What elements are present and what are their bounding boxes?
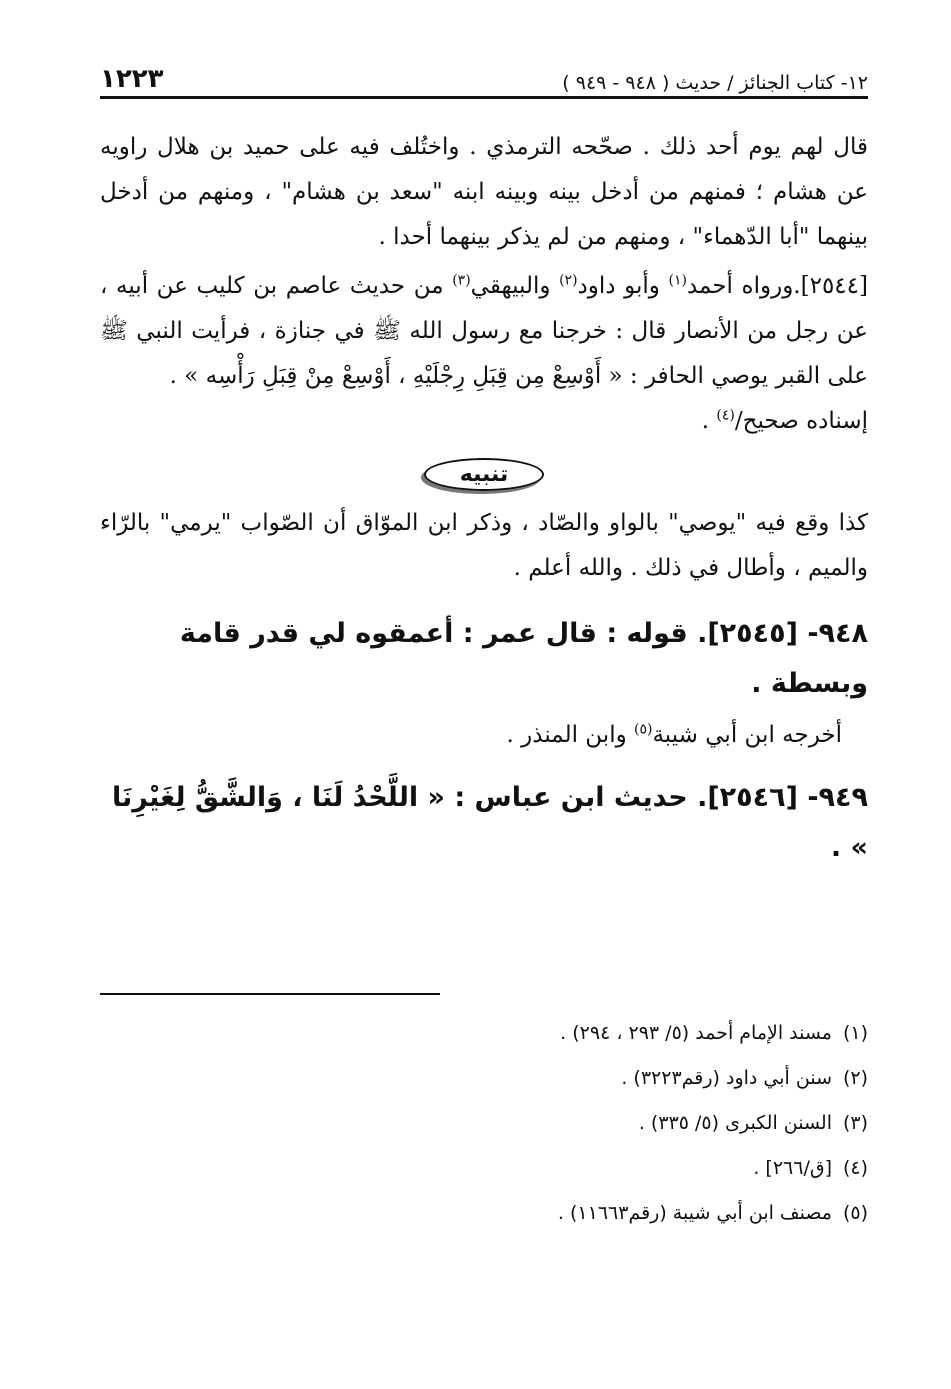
- notice-heading: تنبيه: [424, 458, 545, 491]
- hadith-948-source-b: وابن المنذر .: [506, 722, 634, 748]
- paragraph-3-part-b: .: [701, 408, 717, 434]
- paragraph-1: قال لهم يوم أحد ذلك . صحّحه الترمذي . واختُلف فيه على حميد بن هلال راويه عن هشام ؛ فمنهم من أدخل بينه وبينه ابنه "سعد بن هشام" ، ومنهم من أدخل بينهما "أبا الدّهماء" ، ومنهم من لم يذكر بينهما أحدا .: [100, 134, 868, 250]
- page-header: [100, 58, 868, 99]
- footnote-number: (٤): [842, 1157, 868, 1179]
- hadith-948-source: [100, 715, 868, 755]
- paragraph-2: [100, 264, 868, 399]
- page-number: ١٢٢٣: [100, 64, 164, 94]
- footnotes: [100, 1022, 868, 1247]
- footnote-item: [100, 1112, 868, 1157]
- footnote-number: (٢): [842, 1067, 868, 1089]
- footnote-text: سنن أبي داود (رقم٣٢٢٣) .: [621, 1067, 832, 1089]
- footnote-ref-5: (٥): [634, 721, 653, 738]
- paragraph-2-part-b: وأبو داود: [577, 273, 669, 299]
- footnote-text: [ق/٢٦٦] .: [753, 1157, 832, 1179]
- footnote-ref-3: (٣): [452, 272, 471, 289]
- footnote-text: مصنف ابن أبي شيبة (رقم١١٦٦٣) .: [557, 1202, 832, 1224]
- footnote-number: (٣): [842, 1112, 868, 1134]
- notice-heading-wrap: [100, 458, 868, 491]
- footnote-number: (٥): [842, 1202, 868, 1224]
- footnote-ref-2: (٢): [559, 272, 578, 289]
- footnote-ref-1: (١): [668, 272, 687, 289]
- footnote-text: السنن الكبرى (٥/ ٣٣٥) .: [638, 1112, 832, 1134]
- footnote-text: مسند الإمام أحمد (٥/ ٢٩٣ ، ٢٩٤) .: [560, 1022, 832, 1044]
- footnote-item: [100, 1157, 868, 1202]
- paragraph-2-part-a: [٢٥٤٤].ورواه أحمد: [686, 273, 868, 299]
- paragraph-3-part-a: إسناده صحيح/: [734, 408, 868, 434]
- hadith-948-source-a: أخرجه ابن أبي شيبة: [652, 722, 842, 748]
- paragraph-2-part-c: والبيهقي: [470, 273, 560, 299]
- hadith-948-heading: ٩٤٨- [٢٥٤٥]. قوله : قال عمر : أعمقوه لي قدر قامة وبسطة .: [179, 618, 868, 699]
- footnote-item: [100, 1022, 868, 1067]
- footnote-number: (١): [842, 1022, 868, 1044]
- page-content: [100, 58, 868, 879]
- footnote-item: [100, 1067, 868, 1112]
- footnote-ref-4: (٤): [716, 407, 735, 424]
- footnote-separator: [100, 993, 440, 995]
- paragraph-4: كذا وقع فيه "يوصي" بالواو والصّاد ، وذكر ابن الموّاق أن الصّواب "يرمي" بالرّاء والميم ، وأطال في ذلك . والله أعلم .: [100, 510, 868, 581]
- footnote-item: [100, 1202, 868, 1247]
- paragraph-2-part-d: من حديث عاصم بن كليب عن أبيه ، عن رجل من الأنصار قال : خرجنا مع رسول الله ﷺ في جنازة ، فرأيت النبي ﷺ على القبر يوصي الحافر : « أَوْسِعْ مِن قِبَلِ رِجْلَيْهِ ، أَوْسِعْ مِنْ قِبَلِ رَأْسِه » .: [100, 273, 868, 389]
- paragraph-3: [100, 399, 868, 444]
- running-title: ١٢- كتاب الجنائز / حديث ( ٩٤٨ - ٩٤٩ ): [562, 72, 868, 94]
- hadith-949-heading: ٩٤٩- [٢٥٤٦]. حديث ابن عباس : « اللَّحْدُ لَنَا ، وَالشَّقُّ لِغَيْرِنَا » .: [112, 782, 868, 863]
